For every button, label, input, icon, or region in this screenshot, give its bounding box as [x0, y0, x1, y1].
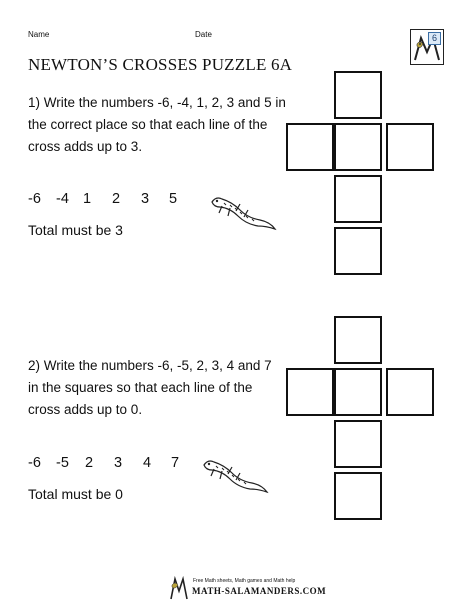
number-tile: 3 [141, 191, 150, 207]
puzzle-1-line-3: cross adds up to 3. [28, 139, 143, 154]
salamander-icon [200, 455, 270, 502]
puzzle-1-total: Total must be 3 [28, 222, 123, 238]
cross-cell-lower[interactable] [334, 420, 382, 468]
math-salamanders-logo-icon [410, 29, 444, 65]
puzzle-2-number-list [28, 455, 179, 471]
salamander-icon [208, 192, 278, 239]
cross-cell-left[interactable] [286, 368, 334, 416]
name-label: Name [28, 30, 50, 39]
number-tile: 2 [85, 455, 94, 471]
puzzle-1-line-2: the correct place so that each line of the [28, 117, 268, 132]
number-tile: 3 [114, 455, 123, 471]
number-tile: -5 [56, 455, 69, 471]
number-tile: 1 [83, 191, 92, 207]
grade-badge: 6 [428, 32, 441, 45]
footer-logo-icon [168, 573, 190, 606]
cross-cell-bottom[interactable] [334, 472, 382, 520]
number-tile: 7 [171, 455, 180, 471]
puzzle-1-instructions [28, 92, 288, 158]
number-tile: -4 [56, 191, 69, 207]
cross-cell-center[interactable] [334, 368, 382, 416]
cross-cell-top[interactable] [334, 316, 382, 364]
footer-brand: MATH-SALAMANDERS.COM [192, 586, 327, 596]
footer-tagline: Free Math sheets, Math games and Math help [193, 578, 296, 584]
puzzle-2-instructions [28, 355, 288, 421]
number-tile: 2 [112, 191, 121, 207]
puzzle-2-line-3: cross adds up to 0. [28, 402, 143, 417]
page-title: NEWTON’S CROSSES PUZZLE 6A [28, 55, 293, 74]
puzzle-1-number-list [28, 191, 177, 207]
number-tile: 5 [169, 191, 178, 207]
puzzle-2-line-1: 2) Write the numbers -6, -5, 2, 3, 4 and 7 [28, 358, 272, 373]
cross-cell-right[interactable] [386, 123, 434, 171]
number-tile: 4 [143, 455, 152, 471]
cross-cell-top[interactable] [334, 71, 382, 119]
cross-cell-bottom[interactable] [334, 227, 382, 275]
puzzle-1-line-1: 1) Write the numbers -6, -4, 1, 2, 3 and 5 in [28, 95, 286, 110]
puzzle-2-total: Total must be 0 [28, 486, 123, 502]
number-tile: -6 [28, 455, 41, 471]
puzzle-2-line-2: in the squares so that each line of the [28, 380, 253, 395]
date-label: Date [195, 30, 212, 39]
number-tile: -6 [28, 191, 41, 207]
cross-cell-lower[interactable] [334, 175, 382, 223]
cross-cell-right[interactable] [386, 368, 434, 416]
cross-cell-left[interactable] [286, 123, 334, 171]
cross-cell-center[interactable] [334, 123, 382, 171]
